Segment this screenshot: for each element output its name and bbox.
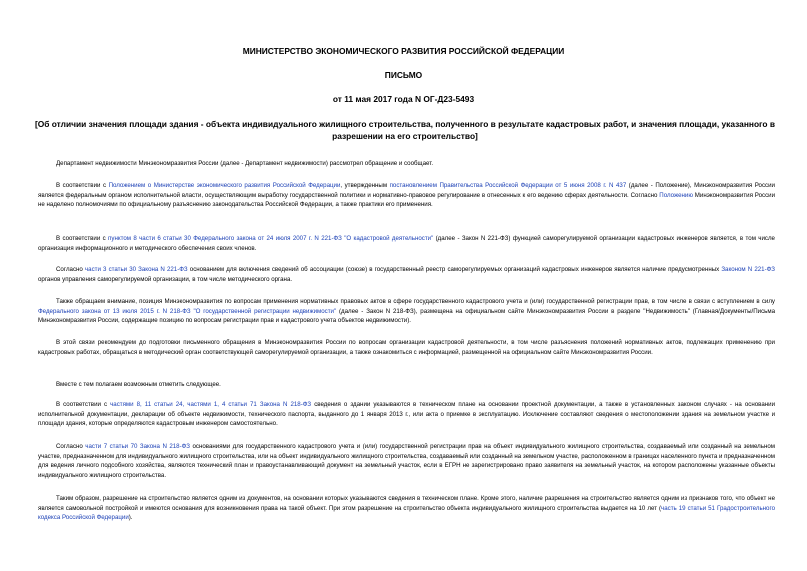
legal-reference-link[interactable]: пунктом 8 части 6 статьи 30 Федерального закона от 24 июля 2007 г. N 221-ФЗ "О кадастровой деятельности" xyxy=(108,235,434,242)
legal-reference-link[interactable]: часть 19 статьи 51 Градостроительного кодекса Российской Федерации xyxy=(38,504,775,522)
paragraph-text: (далее - Закон N 221-ФЗ) функцией саморегулируемой организации кадастровых инженеров является, в том числе организация информационного и методического обеспечения своих членов. xyxy=(38,235,775,252)
paragraph-text: В этой связи рекомендуем до подготовки письменного обращения в Минэкономразвития России по вопросам организации кадастровой деятельности, в том числе разъяснения положений нормативных актов, подлежащих применению при кадастровых работах, обращаться в методический орган соответствующей саморегулируемой организации, а также ознакомиться с информацией, размещенной на официальном сайте Минэкономразвития России. xyxy=(38,339,775,356)
doc-type-heading: ПИСЬМО xyxy=(384,70,423,80)
legal-reference-link[interactable]: Законом N 221-ФЗ xyxy=(721,266,776,273)
paragraph-text: основанием для включения сведений об ассоциации (союзе) в государственный реестр саморегулируемых организаций кадастровых инженеров является наличие предусмотренных xyxy=(187,266,722,273)
legal-reference-link[interactable]: Положением о Министерстве экономического развития Российской Федерации xyxy=(108,182,341,189)
paragraph-text: Минэкономразвития России не наделено полномочиями по официальному разъяснению законодательства Российской Федерации, а также практики его применения. xyxy=(38,191,775,209)
subject-heading: [Об отличии значения площади здания - объекта индивидуального жилищного строительства, полученного в результате кадастровых работ, и значения площади, указанного в разрешении на его строительство] xyxy=(34,119,776,141)
paragraph-text: (далее - Закон N 218-ФЗ), размещена на официальном сайте Минэкономразвития России в разделе "Недвижимость" (Главная/Документы/Письма Минэкономразвития России, содержащие позицию по вопросам регистрации прав и кадастрового учета объектов недвижимости). xyxy=(38,307,775,325)
paragraph xyxy=(38,265,775,284)
paragraph xyxy=(38,400,775,429)
legal-reference-link[interactable]: Положению xyxy=(659,191,693,199)
paragraph-text: , утвержденным xyxy=(340,182,390,189)
paragraph-text: основаниями для государственного кадастрового учета и (или) государственной регистрации прав на объект индивидуального жилищного строительства, создаваемый или созданный на земельном участке, предназначенном для индивидуального жилищного строительства, или на объект индивидуального жилищного строительства, создаваемый или созданный на земельном участке, расположенном в границах населенного пункта и предназначенном для ведения личного подсобного хозяйства, являются технический план и правоустанавливающий документ на земельный участок, если в ЕГРН не зарегистрировано право заявителя на земельный участок, на котором расположены указанные объекты индивидуального жилищного строительства. xyxy=(38,443,775,479)
paragraph-text: Согласно xyxy=(56,266,85,273)
paragraph-text: Таким образом, разрешение на строительство является одним из документов, на основании которых указываются сведения в техническом плане. Кроме этого, наличие разрешения на строительство является одним из признаков того, что объект не является самовольной постройкой и имеются основания для возникновения права на такой объект. При этом разрешение на строительство объекта индивидуального жилищного строительства выдается на 10 лет ( xyxy=(38,495,775,512)
paragraph-text: В соответствии с xyxy=(56,235,109,242)
paragraph xyxy=(38,159,775,169)
paragraph xyxy=(38,380,775,390)
paragraph-text: органов управления саморегулируемой организации, в том числе методического органа. xyxy=(38,275,293,283)
paragraph-text: Вместе с тем полагаем возможным отметить следующее. xyxy=(56,381,221,388)
ministry-heading: МИНИСТЕРСТВО ЭКОНОМИЧЕСКОГО РАЗВИТИЯ РОССИЙСКОЙ ФЕДЕРАЦИИ xyxy=(242,46,565,56)
paragraph-text: ). xyxy=(128,514,133,522)
legal-reference-link[interactable]: части 7 статьи 70 Закона N 218-ФЗ xyxy=(85,443,191,450)
paragraph-text: сведения о здании указываются в техническом плане на основании проектной документации, а также в установленных законом случаях - на основании исполнительной документации, декларации об объекте недвижимости, технического паспорта, выданного до 1 января 2013 г., или акта о приемке в эксплуатацию. Исключение составляют сведения о местоположении здания на земельном участке и площади здания, которые определяются кадастровым инженером самостоятельно. xyxy=(38,401,775,428)
paragraph xyxy=(38,181,775,210)
paragraph-text: Департамент недвижимости Минэкономразвития России (далее - Департамент недвижимости) рассмотрел обращение и сообщает. xyxy=(56,160,434,167)
paragraph-text: В соответствии с xyxy=(56,401,111,408)
legal-reference-link[interactable]: Федерального закона от 13 июля 2015 г. N 218-ФЗ "О государственной регистрации недвижимости" xyxy=(38,307,337,315)
paragraph xyxy=(38,494,775,523)
legal-reference-link[interactable]: части 3 статьи 30 Закона N 221-ФЗ xyxy=(84,266,188,273)
paragraph xyxy=(38,297,775,326)
date-number-heading: от 11 мая 2017 года N ОГ-Д23-5493 xyxy=(332,94,475,104)
legal-reference-link[interactable]: постановлением Правительства Российской Федерации от 5 июня 2008 г. N 437 xyxy=(389,182,627,189)
legal-reference-link[interactable]: частями 8, 11 статьи 24, частями 1, 4 статьи 71 Закона N 218-ФЗ xyxy=(110,401,312,408)
paragraph-text: Согласно xyxy=(56,443,86,450)
paragraph-text: В соответствии с xyxy=(56,182,109,189)
paragraph xyxy=(38,234,775,253)
paragraph-text: (далее - Положение), Минэкономразвития России является федеральным органом исполнительной власти, осуществляющим выработку государственной политики и нормативно-правовое регулирование в отнесенных к его ведению сферах деятельности. Согласно xyxy=(38,182,775,199)
paragraph xyxy=(38,442,775,480)
paragraph xyxy=(38,338,775,357)
paragraph-text: Также обращаем внимание, позиция Минэкономразвития по вопросам применения нормативных правовых актов в сфере государственного кадастрового учета и (или) государственной регистрации прав, в том числе в связи с вступлением в силу xyxy=(56,298,775,305)
